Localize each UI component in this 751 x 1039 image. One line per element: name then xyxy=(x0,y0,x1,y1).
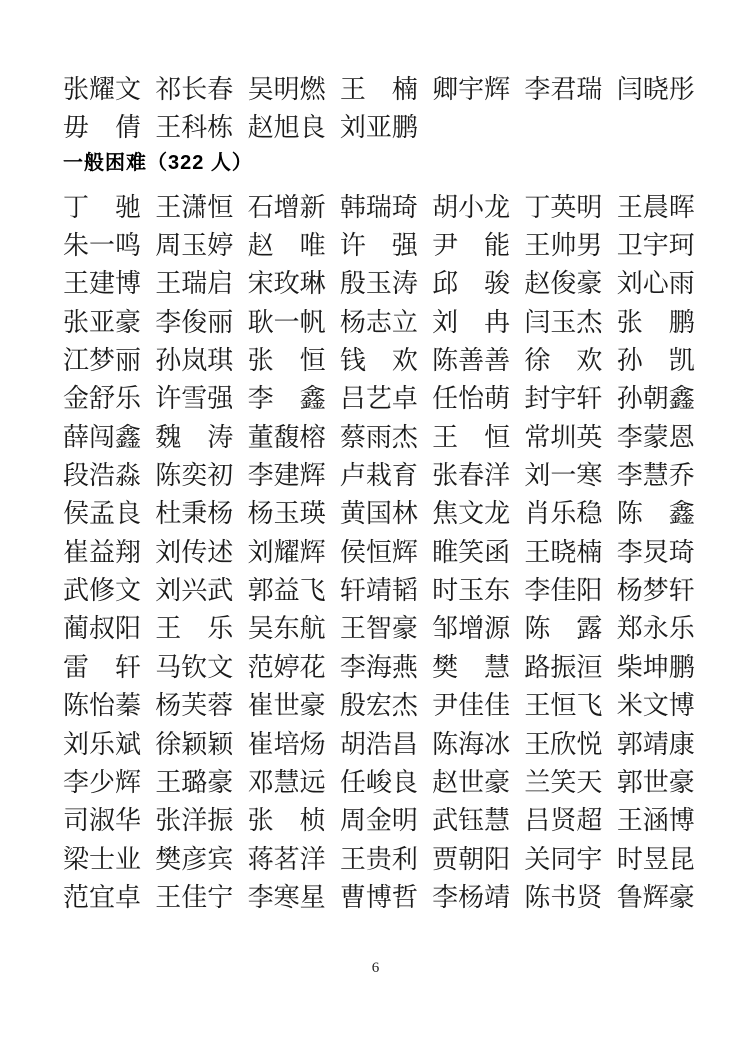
student-name: 董馥榕 xyxy=(247,422,326,452)
student-name: 王 恒 xyxy=(432,422,511,452)
student-name: 江梦丽 xyxy=(63,346,142,376)
student-name: 王贵利 xyxy=(339,844,418,874)
student-name: 常圳英 xyxy=(524,422,603,452)
student-name: 李君瑞 xyxy=(524,75,603,104)
student-name: 柴坤鹏 xyxy=(616,652,695,682)
student-name: 兰笑天 xyxy=(524,767,603,797)
student-name: 陈 鑫 xyxy=(616,499,695,529)
student-name: 邓慧远 xyxy=(247,767,326,797)
student-name: 闫玉杰 xyxy=(524,307,603,337)
names-grid xyxy=(63,189,709,918)
student-name: 王潇恒 xyxy=(155,192,234,222)
student-name: 刘传述 xyxy=(155,537,234,567)
student-name: 刘一寒 xyxy=(524,461,603,491)
student-name: 武钰慧 xyxy=(432,806,511,836)
student-name: 范宜卓 xyxy=(63,882,142,912)
student-name: 孙朝鑫 xyxy=(616,384,695,414)
student-name: 郭世豪 xyxy=(616,767,695,797)
student-name: 樊彦宾 xyxy=(155,844,234,874)
student-name: 吕贤超 xyxy=(524,806,603,836)
student-name: 毋 倩 xyxy=(63,113,142,143)
student-name: 王璐豪 xyxy=(155,767,234,797)
student-name: 曹博哲 xyxy=(339,882,418,912)
student-name: 徐 欢 xyxy=(524,346,603,376)
student-name: 王瑞启 xyxy=(155,269,234,299)
student-name: 丁英明 xyxy=(524,192,603,222)
student-name: 崔世豪 xyxy=(247,691,326,721)
student-name: 米文博 xyxy=(616,691,695,721)
student-name: 封宇轩 xyxy=(524,384,603,414)
student-name: 王晨晖 xyxy=(616,192,695,222)
student-name: 杨芙蓉 xyxy=(155,691,234,721)
student-name: 周金明 xyxy=(339,806,418,836)
student-name: 李少辉 xyxy=(63,767,142,797)
student-name: 任峻良 xyxy=(339,767,418,797)
page-number: 6 xyxy=(371,960,380,976)
student-name: 殷玉涛 xyxy=(339,269,418,299)
student-name: 杜秉杨 xyxy=(155,499,234,529)
student-name: 石增新 xyxy=(247,192,326,222)
student-name: 郭靖康 xyxy=(616,729,695,759)
student-name: 侯恒辉 xyxy=(339,537,418,567)
student-name: 赵旭良 xyxy=(247,113,326,143)
student-name: 王帅男 xyxy=(524,231,603,261)
student-name: 刘乐斌 xyxy=(63,729,142,759)
student-name: 蔡雨杰 xyxy=(339,422,418,452)
student-name: 王智豪 xyxy=(339,614,418,644)
student-name: 张 恒 xyxy=(247,346,326,376)
student-name: 许 强 xyxy=(339,231,418,261)
student-name: 任怡萌 xyxy=(432,384,511,414)
student-name: 郑永乐 xyxy=(616,614,695,644)
student-name: 杨梦轩 xyxy=(616,576,695,606)
student-name: 李慧乔 xyxy=(616,461,695,491)
student-name: 关同宇 xyxy=(524,844,603,874)
student-name: 郭益飞 xyxy=(247,576,326,606)
student-name: 赵俊豪 xyxy=(524,269,603,299)
student-name: 李蒙恩 xyxy=(616,422,695,452)
student-name: 祁长春 xyxy=(155,75,234,104)
student-name: 刘兴武 xyxy=(155,576,234,606)
student-name: 轩靖韬 xyxy=(339,576,418,606)
student-name: 时昱昆 xyxy=(616,844,695,874)
student-name: 张耀文 xyxy=(63,75,142,104)
student-name: 孙 凯 xyxy=(616,346,695,376)
student-name: 崔培炀 xyxy=(247,729,326,759)
student-name: 李佳阳 xyxy=(524,576,603,606)
student-name: 段浩淼 xyxy=(63,461,142,491)
student-name: 赵 唯 xyxy=(247,231,326,261)
student-name: 刘耀辉 xyxy=(247,537,326,567)
student-name: 许雪强 xyxy=(155,384,234,414)
student-name: 徐颖颖 xyxy=(155,729,234,759)
continuation-name-grid xyxy=(63,71,709,148)
student-name: 路振洹 xyxy=(524,652,603,682)
student-name: 孙岚琪 xyxy=(155,346,234,376)
student-name: 胡小龙 xyxy=(432,192,511,222)
student-name: 邱 骏 xyxy=(432,269,511,299)
student-name: 陈善善 xyxy=(432,346,511,376)
student-name: 陈海冰 xyxy=(432,729,511,759)
student-name: 胡浩昌 xyxy=(339,729,418,759)
student-name: 睢笑函 xyxy=(432,537,511,567)
student-name: 崔益翔 xyxy=(63,537,142,567)
student-name: 卫宇珂 xyxy=(616,231,695,261)
student-name: 赵世豪 xyxy=(432,767,511,797)
student-name: 金舒乐 xyxy=(63,384,142,414)
student-name: 张 鹏 xyxy=(616,307,695,337)
student-name: 杨志立 xyxy=(339,307,418,337)
student-name: 司淑华 xyxy=(63,806,142,836)
student-name: 朱一鸣 xyxy=(63,231,142,261)
student-name: 李海燕 xyxy=(339,652,418,682)
student-name: 张 桢 xyxy=(247,806,326,836)
student-name: 刘心雨 xyxy=(616,269,695,299)
student-name: 王 乐 xyxy=(155,614,234,644)
student-name: 刘 冉 xyxy=(432,307,511,337)
student-name: 王欣悦 xyxy=(524,729,603,759)
student-name: 李炅琦 xyxy=(616,537,695,567)
student-name: 张春洋 xyxy=(432,461,511,491)
student-name: 雷 轩 xyxy=(63,652,142,682)
student-name: 薛闯鑫 xyxy=(63,422,142,452)
student-name: 宋玫琳 xyxy=(247,269,326,299)
student-name: 王恒飞 xyxy=(524,691,603,721)
student-name: 吴东航 xyxy=(247,614,326,644)
student-name: 丁 驰 xyxy=(63,192,142,222)
page-content xyxy=(63,0,709,917)
student-name: 李杨靖 xyxy=(432,882,511,912)
student-name: 陈书贤 xyxy=(524,882,603,912)
student-name: 李建辉 xyxy=(247,461,326,491)
student-name: 闫晓彤 xyxy=(616,75,695,104)
student-name: 陈怡蓁 xyxy=(63,691,142,721)
student-name: 王晓楠 xyxy=(524,537,603,567)
student-name: 卿宇辉 xyxy=(432,75,511,104)
student-name: 张亚豪 xyxy=(63,307,142,337)
student-name: 陈奕初 xyxy=(155,461,234,491)
student-name: 李俊丽 xyxy=(155,307,234,337)
student-name: 尹 能 xyxy=(432,231,511,261)
student-name: 王涵博 xyxy=(616,806,695,836)
student-name: 王科栋 xyxy=(155,113,234,143)
student-name: 贾朝阳 xyxy=(432,844,511,874)
student-name: 吕艺卓 xyxy=(339,384,418,414)
student-name: 樊 慧 xyxy=(432,652,511,682)
student-name: 耿一帆 xyxy=(247,307,326,337)
student-name: 梁士业 xyxy=(63,844,142,874)
student-name: 周玉婷 xyxy=(155,231,234,261)
student-name: 蔺叔阳 xyxy=(63,614,142,644)
student-name: 侯孟良 xyxy=(63,499,142,529)
student-name: 邹增源 xyxy=(432,614,511,644)
student-name: 卢栽育 xyxy=(339,461,418,491)
student-name: 肖乐稳 xyxy=(524,499,603,529)
student-name: 王 楠 xyxy=(339,75,418,104)
student-name: 刘亚鹏 xyxy=(339,113,418,143)
student-name: 魏 涛 xyxy=(155,422,234,452)
student-name: 吴明燃 xyxy=(247,75,326,104)
student-name: 李 鑫 xyxy=(247,384,326,414)
student-name: 武修文 xyxy=(63,576,142,606)
student-name: 尹佳佳 xyxy=(432,691,511,721)
section-heading: 一般困难（322 人） xyxy=(63,151,253,174)
student-name: 马钦文 xyxy=(155,652,234,682)
student-name: 王佳宁 xyxy=(155,882,234,912)
student-name: 殷宏杰 xyxy=(339,691,418,721)
student-name: 蒋茗洋 xyxy=(247,844,326,874)
student-name: 杨玉瑛 xyxy=(247,499,326,529)
student-name: 张洋振 xyxy=(155,806,234,836)
student-name: 韩瑞琦 xyxy=(339,192,418,222)
student-name: 王建博 xyxy=(63,269,142,299)
student-name: 范婷花 xyxy=(247,652,326,682)
student-name: 钱 欢 xyxy=(339,346,418,376)
student-name: 陈 露 xyxy=(524,614,603,644)
student-name: 鲁辉豪 xyxy=(616,882,695,912)
student-name: 焦文龙 xyxy=(432,499,511,529)
student-name: 李寒星 xyxy=(247,882,326,912)
student-name: 时玉东 xyxy=(432,576,511,606)
student-name: 黄国林 xyxy=(339,499,418,529)
